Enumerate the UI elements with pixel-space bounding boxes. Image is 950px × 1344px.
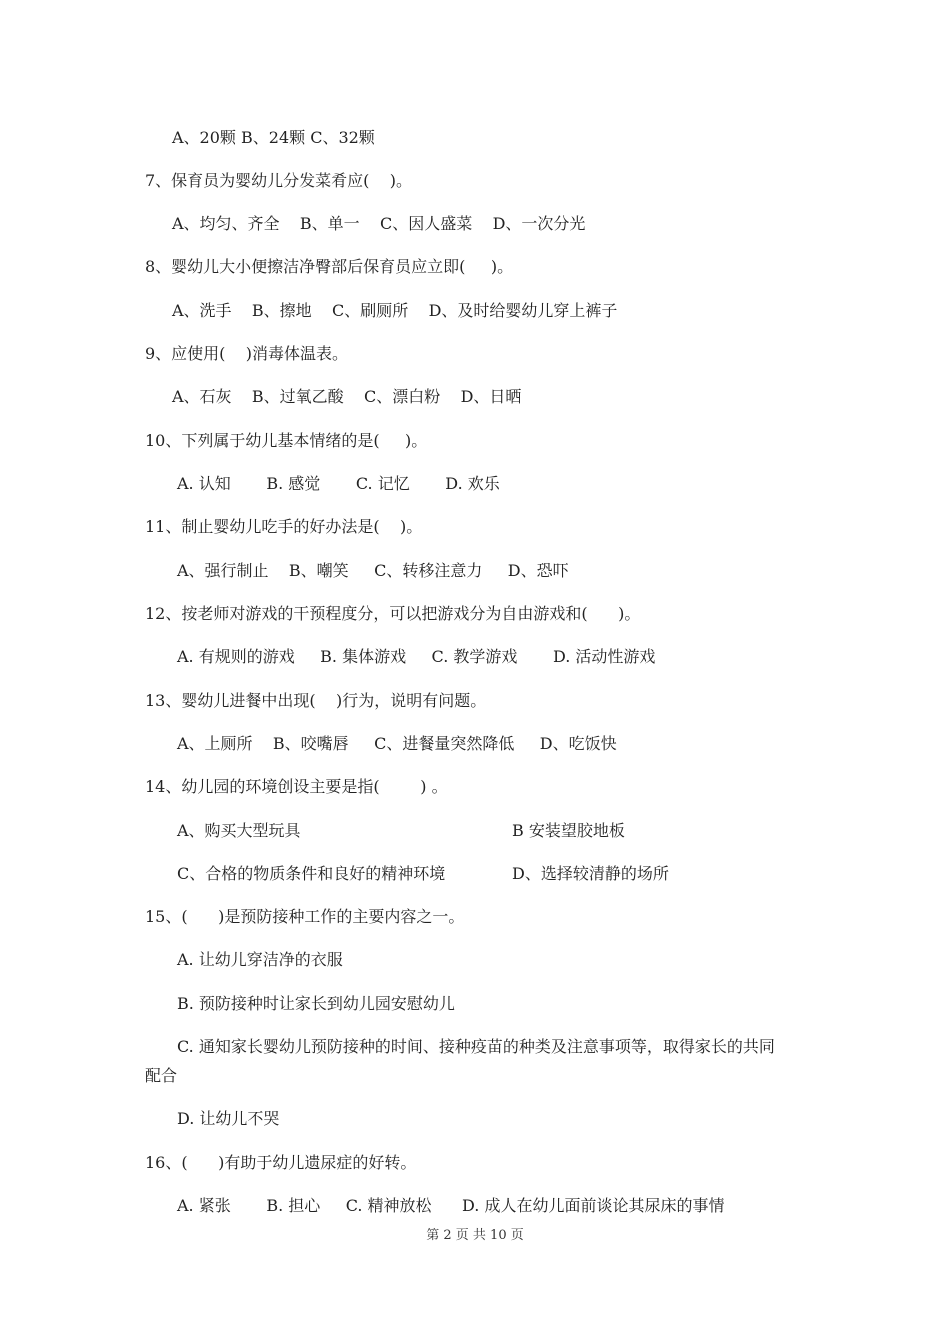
question-12: 12、按老师对游戏的干预程度分，可以把游戏分为自由游戏和( )。: [145, 604, 641, 623]
question-7-options: A、均匀、齐全 B、单一 C、因人盛菜 D、一次分光: [172, 214, 586, 233]
question-11: 11、制止婴幼儿吃手的好办法是( )。: [145, 517, 423, 536]
question-15-option-a: A. 让幼儿穿洁净的衣服: [177, 950, 343, 969]
question-15: 15、( )是预防接种工作的主要内容之一。: [145, 907, 465, 926]
question-7: 7、保育员为婴幼儿分发菜肴应( )。: [145, 171, 413, 190]
question-12-options: A. 有规则的游戏 B. 集体游戏 C. 教学游戏 D. 活动性游戏: [177, 647, 656, 666]
question-14-option-b: B 安装望胶地板: [512, 821, 625, 840]
question-16-options: A. 紧张 B. 担心 C. 精神放松 D. 成人在幼儿面前谈论其尿床的事情: [177, 1196, 725, 1215]
question-14-option-a: A、购买大型玩具: [177, 821, 301, 840]
question-6-options: A、20颗 B、24颗 C、32颗: [172, 128, 375, 147]
question-9-options: A、石灰 B、过氧乙酸 C、漂白粉 D、日晒: [172, 387, 522, 406]
question-15-option-d: D. 让幼儿不哭: [177, 1109, 280, 1128]
question-15-option-c-continued: 配合: [145, 1066, 178, 1085]
question-16: 16、( )有助于幼儿遗尿症的好转。: [145, 1153, 417, 1172]
question-14-option-d: D、选择较清静的场所: [512, 864, 669, 883]
question-13: 13、婴幼儿进餐中出现( )行为，说明有问题。: [145, 691, 487, 710]
question-15-option-b: B. 预防接种时让家长到幼儿园安慰幼儿: [177, 994, 455, 1013]
question-8: 8、婴幼儿大小便擦洁净臀部后保育员应立即( )。: [145, 257, 514, 276]
question-14: 14、幼儿园的环境创设主要是指( ) 。: [145, 777, 448, 796]
page-footer: 第 2 页 共 10 页: [426, 1228, 524, 1243]
question-10-options: A. 认知 B. 感觉 C. 记忆 D. 欢乐: [177, 474, 500, 493]
question-14-option-c: C、合格的物质条件和良好的精神环境: [177, 864, 446, 883]
question-10: 10、下列属于幼儿基本情绪的是( )。: [145, 431, 428, 450]
question-8-options: A、洗手 B、擦地 C、刷厕所 D、及时给婴幼儿穿上裤子: [172, 301, 618, 320]
question-11-options: A、强行制止 B、嘲笑 C、转移注意力 D、恐吓: [177, 561, 569, 580]
question-15-option-c: C. 通知家长婴幼儿预防接种的时间、接种疫苗的种类及注意事项等，取得家长的共同: [177, 1037, 775, 1056]
question-9: 9、应使用( )消毒体温表。: [145, 344, 349, 363]
question-13-options: A、上厕所 B、咬嘴唇 C、进餐量突然降低 D、吃饭快: [177, 734, 617, 753]
